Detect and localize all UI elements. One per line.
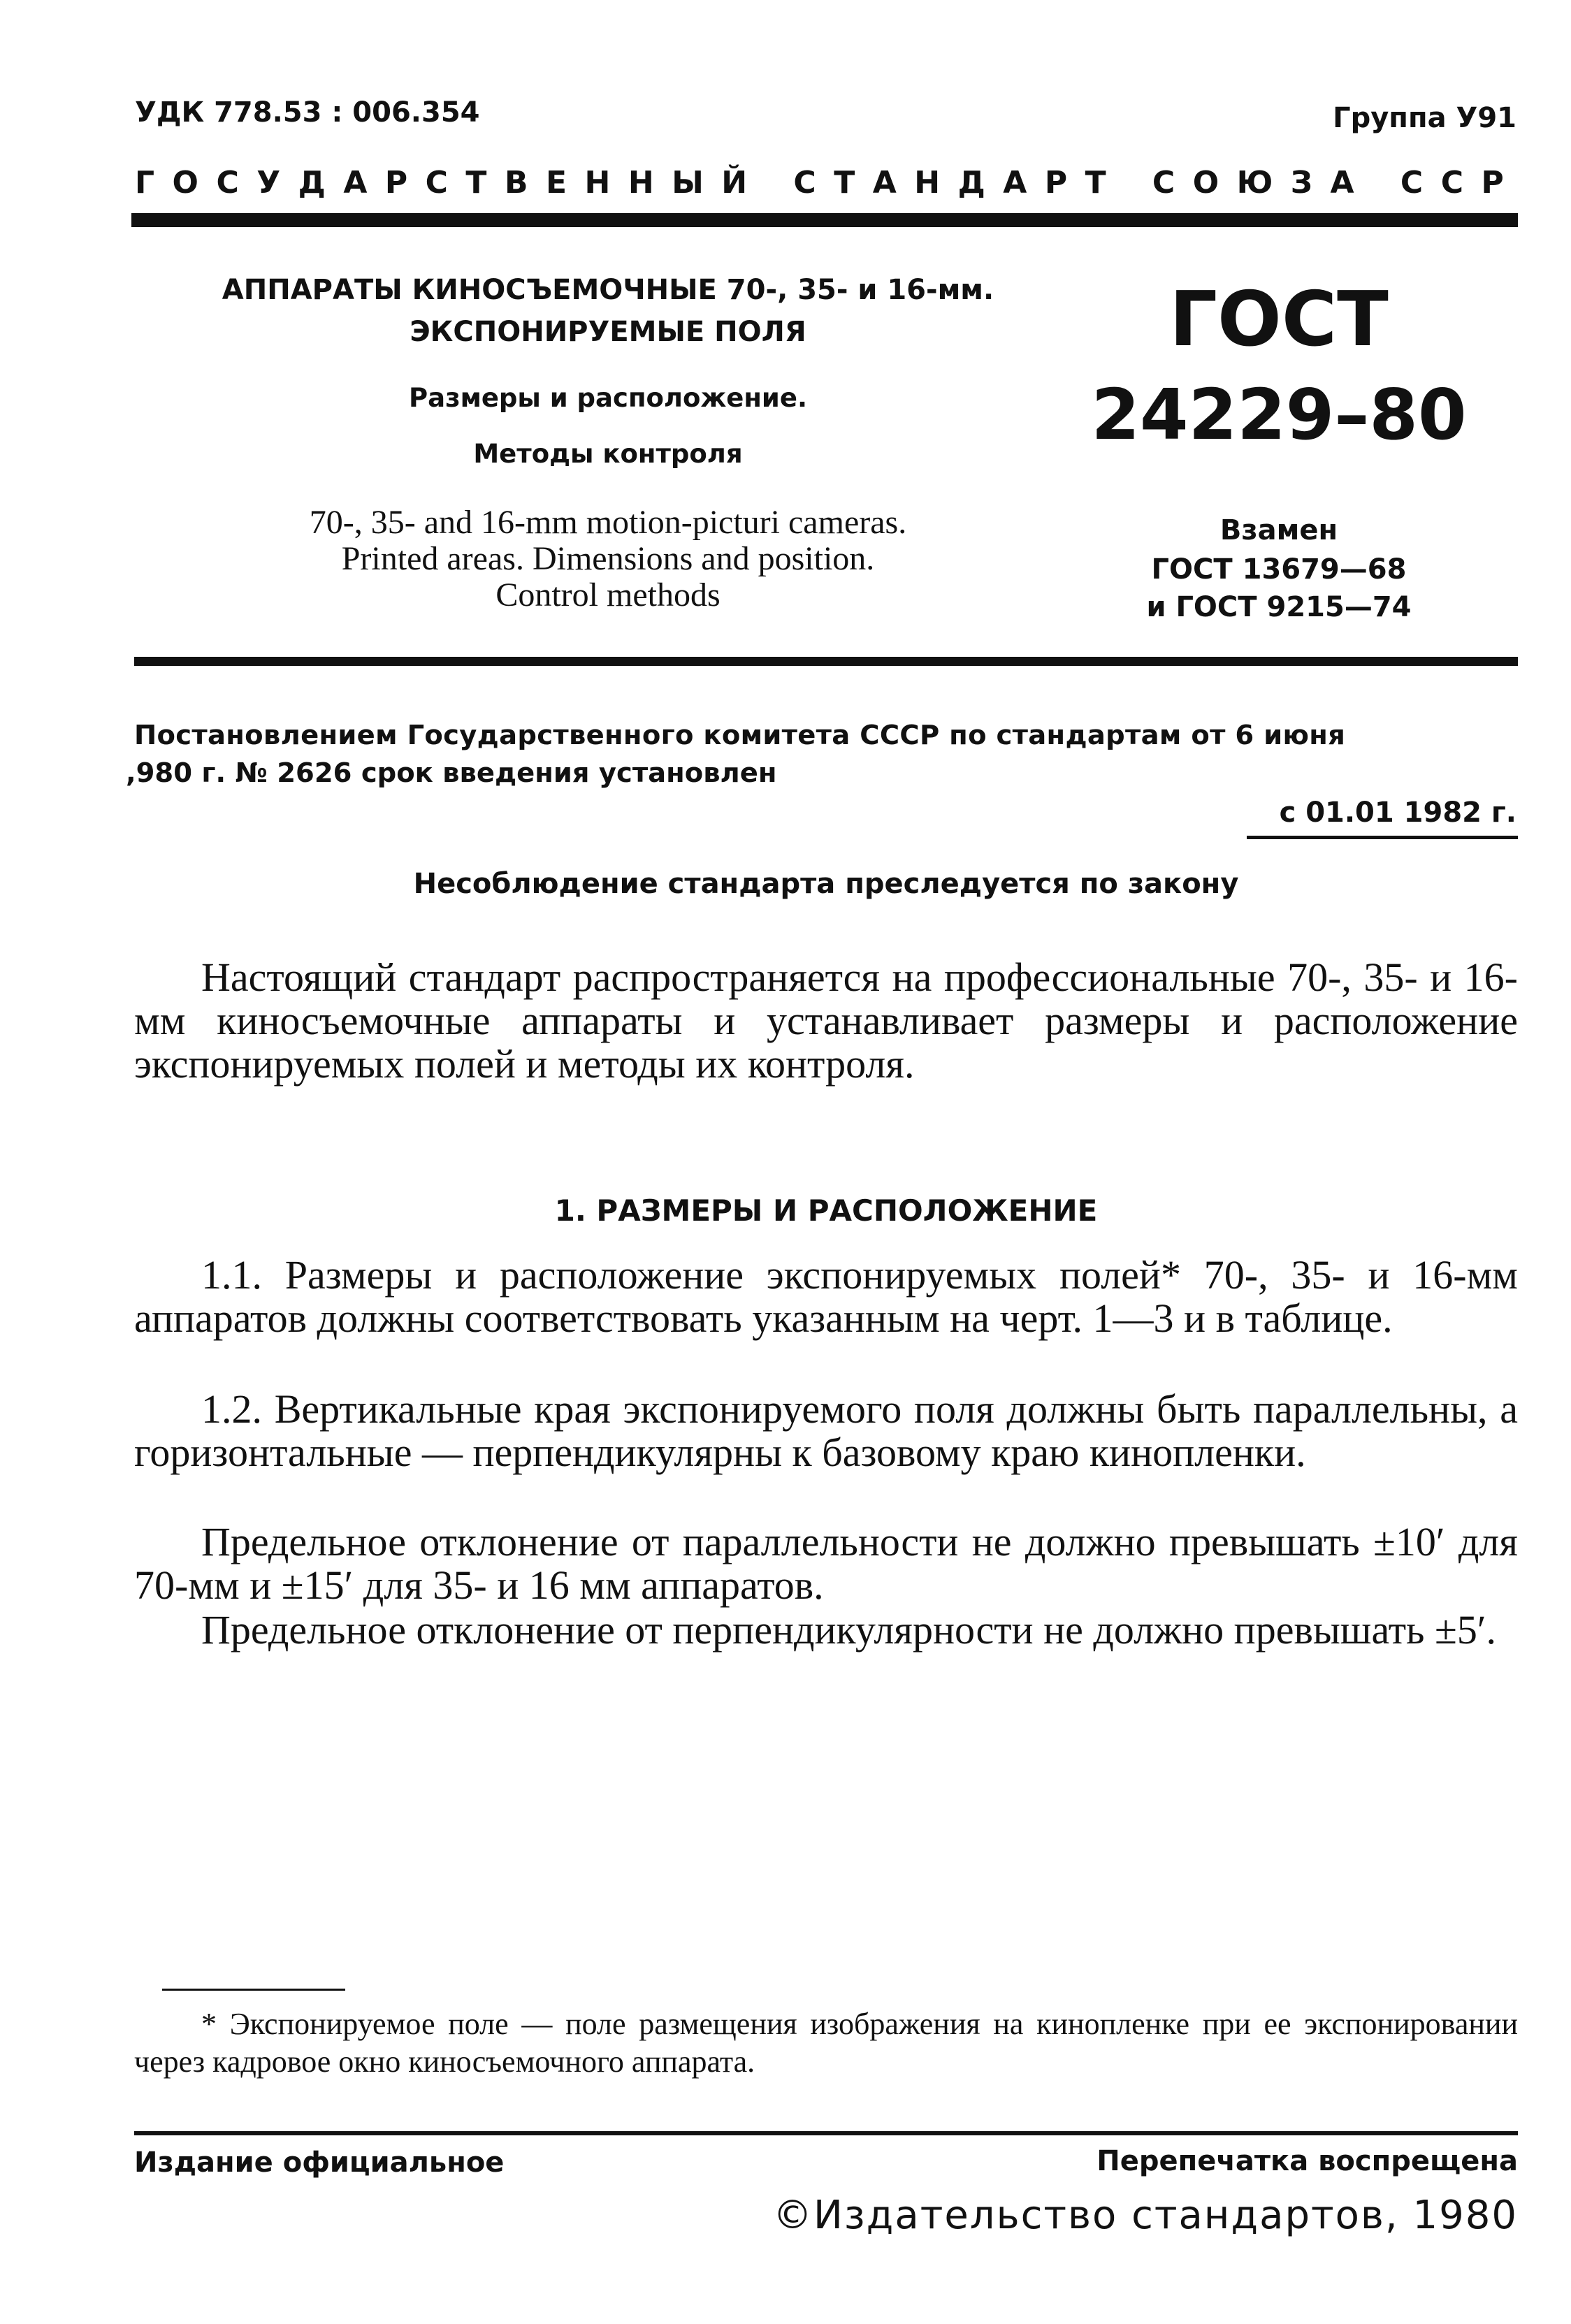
title-subtitle-1: Размеры и расположение. — [409, 383, 807, 413]
paragraph-deviation-parallel: Предельное отклонение от параллельности не должно превышать ±10′ для 70-мм и ±15′ для 35- и 16 мм аппаратов. — [134, 1519, 1518, 1608]
replaces-standard-2: и ГОСТ 9215—74 — [1146, 591, 1412, 623]
gost-label: ГОСТ — [1169, 276, 1389, 363]
legal-warning: Несоблюдение стандарта преследуется по закону — [413, 868, 1239, 900]
gost-number: 24229–80 — [1091, 374, 1467, 456]
title-english-line-2: Printed areas. Dimensions and position. — [341, 540, 875, 577]
decree-line-1: Постановлением Государственного комитета СССР по стандартам от 6 июня — [134, 720, 1346, 751]
intro-paragraph: Настоящий стандарт распространяется на профессиональные 70-, 35- и 16-мм киносъемочные аппараты и устанавливает размеры и расположение экспонируемых полей и методы их контроля. — [134, 954, 1518, 1087]
effective-date: с 01.01 1982 г. — [1279, 797, 1516, 829]
reprint-notice: Перепечатка воспрещена — [1096, 2145, 1518, 2177]
paragraph-deviation-perpendicular: Предельное отклонение от перпендикулярности не должно превышать ±5′. — [201, 1607, 1497, 1653]
copyright-notice: ©Издательство стандартов, 1980 — [773, 2193, 1518, 2238]
footnote-rule — [162, 1989, 345, 1991]
footer-rule — [134, 2131, 1518, 2135]
title-subtitle-2: Методы контроля — [473, 439, 743, 469]
edition-label: Издание официальное — [134, 2147, 505, 2179]
effective-date-underline — [1247, 836, 1518, 839]
replaces-standard-1: ГОСТ 13679—68 — [1151, 553, 1407, 586]
header-rule — [131, 213, 1518, 227]
title-english-line-1: 70-, 35- and 16-mm motion-picturi cameras. — [309, 504, 907, 541]
footnote-text: * Экспонируемое поле — поле размещения изображения на кинопленке при ее экспонировании через кадровое окно киносъемочного аппарата. — [134, 2007, 1518, 2079]
standard-banner: ГОСУДАРСТВЕННЫЙ СТАНДАРТ СОЮЗА ССР — [135, 165, 1522, 201]
group-code: Группа У91 — [1333, 102, 1516, 134]
title-line-1: АППАРАТЫ КИНОСЪЕМОЧНЫЕ 70-, 35- и 16-мм. — [222, 274, 994, 306]
replaces-label: Взамен — [1219, 514, 1338, 546]
section-1-heading: 1. РАЗМЕРЫ И РАСПОЛОЖЕНИЕ — [554, 1193, 1098, 1228]
title-line-2: ЭКСПОНИРУЕМЫЕ ПОЛЯ — [410, 316, 806, 348]
title-rule — [134, 657, 1518, 666]
paragraph-1-1: 1.1. Размеры и расположение экспонируемых полей* 70-, 35- и 16-мм аппаратов должны соответствовать указанным на черт. 1—3 и в таблице. — [134, 1252, 1518, 1341]
title-english-line-3: Control methods — [495, 576, 721, 613]
decree-line-2: ,980 г. № 2626 срок введения установлен — [126, 757, 777, 789]
udk-code: УДК 778.53 : 006.354 — [135, 96, 480, 129]
paragraph-1-2: 1.2. Вертикальные края экспонируемого поля должны быть параллельны, а горизонтальные — перпендикулярны к базовому краю кинопленки. — [134, 1386, 1518, 1475]
